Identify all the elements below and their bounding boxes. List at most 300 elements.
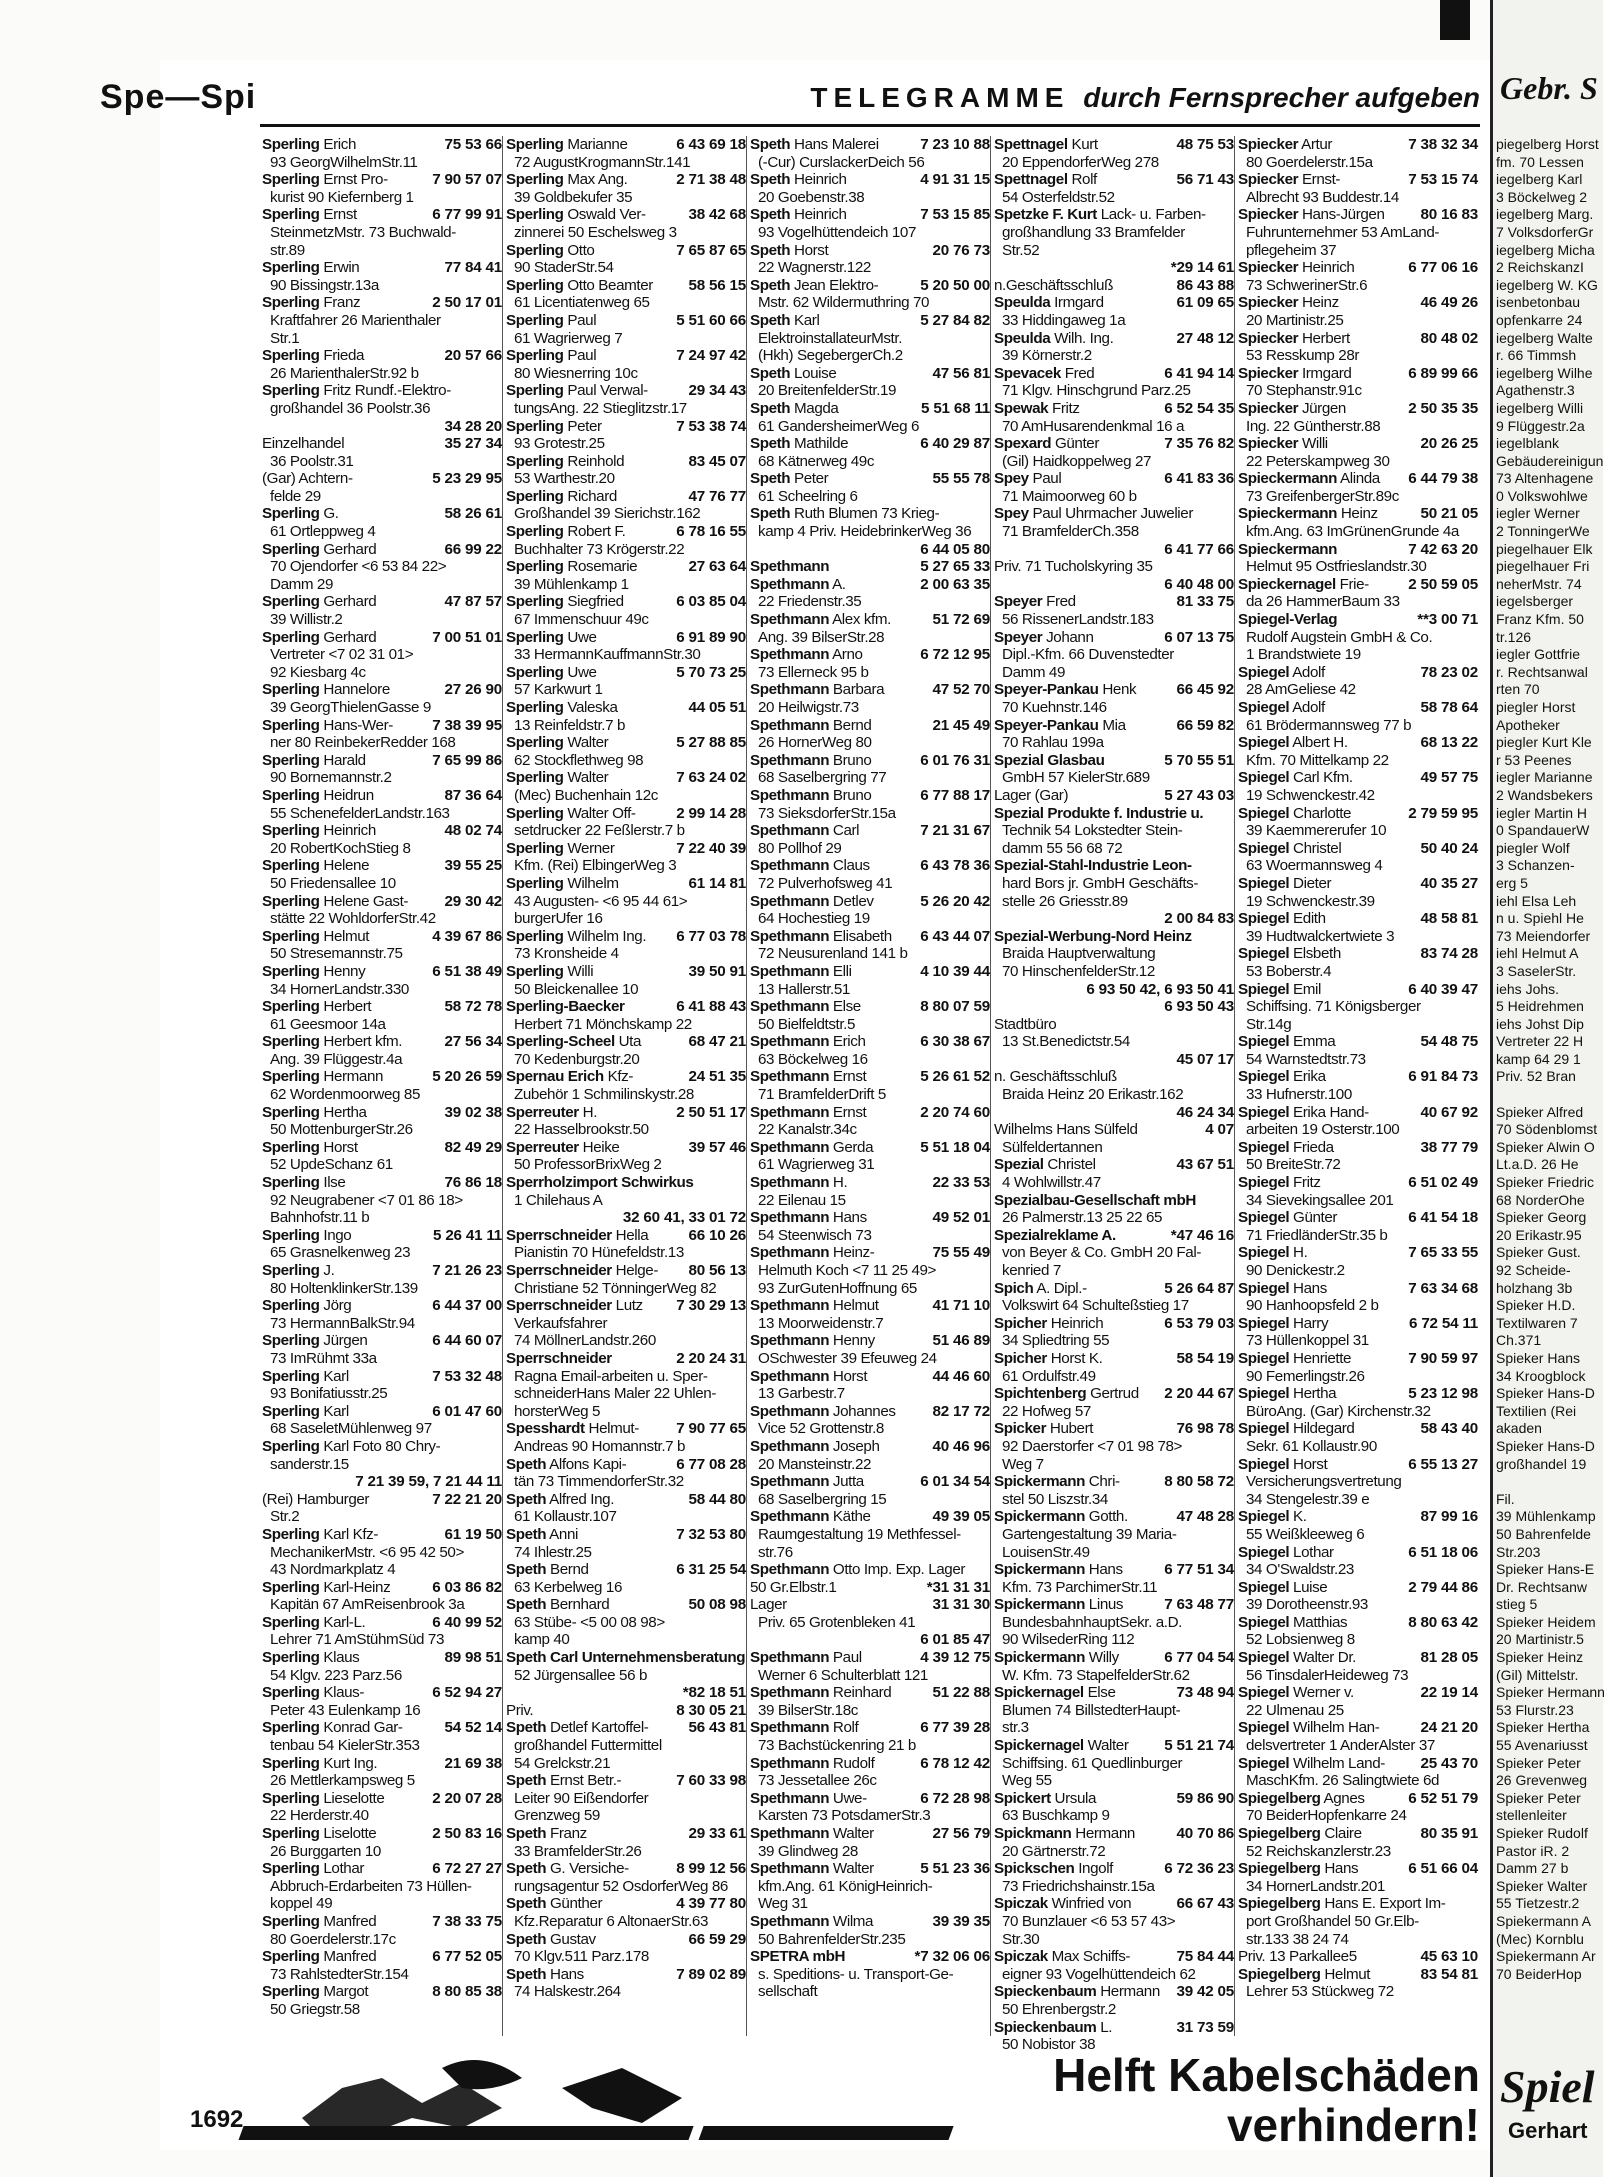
listing-name: Sperling Erich [262, 136, 356, 153]
listing-name: Spettnagel Kurt [994, 136, 1098, 153]
listing-entry [506, 998, 746, 1033]
listing-detail: 70 BeiderHopfenkarre 24 [1246, 1807, 1407, 1825]
listing-name: Spiegel Harry [1238, 1314, 1329, 1332]
listing-name: Spezial-Stahl-Industrie Leon- [994, 857, 1192, 875]
listing-name: Spieckermann Alinda [1238, 470, 1380, 488]
listing-entry [262, 1139, 502, 1174]
phone-number: 8 30 05 21 [676, 1701, 746, 1719]
next-page-line: Spiekermann Ar [1496, 1948, 1596, 1965]
listing-entry [750, 1332, 990, 1367]
listing-name: Sperling Ingo [262, 1226, 352, 1244]
listing-name: Spethmann Walter [750, 1825, 874, 1842]
listing-detail: Ragna Email-arbeiten u. Sper- [514, 1367, 708, 1385]
listing-detail: da 26 HammerBaum 33 [1246, 593, 1400, 611]
listing-entry [506, 805, 746, 840]
listing-detail: großhandel Futtermittel [514, 1737, 662, 1755]
phone-number: 24 21 20 [1420, 1719, 1478, 1737]
listing-entry [506, 629, 746, 664]
listing-detail: tän 73 TimmendorferStr.32 [514, 1473, 684, 1491]
listing-detail: Abbruch-Erdarbeiten 73 Hüllen- [270, 1877, 472, 1895]
listing-detail: 55 SchenefelderLandstr.163 [270, 804, 450, 822]
listing-detail: Ang. 39 BilserStr.28 [758, 628, 885, 646]
listing-name: Speth Alfred Ing. [506, 1490, 615, 1508]
listing-entry [994, 998, 1234, 1016]
listing-detail: 26 Burggarten 10 [270, 1842, 381, 1860]
listing-detail: Braida Hauptverwaltung [1002, 945, 1156, 963]
phone-number: 66 10 26 [688, 1226, 746, 1244]
phone-number: 6 40 99 52 [432, 1613, 502, 1631]
phone-number: 5 26 41 11 [433, 1226, 502, 1244]
listing-name: Spicker Hubert [994, 1420, 1094, 1438]
listing-entry [994, 681, 1234, 716]
phone-number: 6 77 04 54 [1164, 1649, 1234, 1667]
listing-detail: 1 Chilehaus A [514, 1191, 603, 1209]
phone-number: 27 26 90 [444, 681, 502, 699]
phone-number: 59 86 90 [1176, 1789, 1234, 1807]
listing-entry [1238, 1456, 1478, 1509]
listing-entry [994, 1508, 1234, 1561]
phone-number: 7 63 48 77 [1164, 1596, 1234, 1614]
listing-entry [750, 206, 990, 241]
phone-number: 6 53 79 03 [1164, 1314, 1234, 1332]
listing-entry [750, 963, 990, 998]
next-page-line: Spieker Peter [1496, 1789, 1581, 1806]
phone-number: 45 63 10 [1420, 1948, 1478, 1966]
phone-number: 6 72 12 95 [920, 646, 990, 664]
phone-number: 8 80 58 72 [1164, 1473, 1234, 1491]
listing-entry [1238, 1104, 1478, 1139]
listing-name: Sperling Paul [506, 347, 597, 365]
listing-detail: 70 HinschenfelderStr.12 [1002, 962, 1155, 980]
next-page-line: 26 Grevenweg [1496, 1772, 1588, 1789]
ad-slogan-line2: verhindern! [1226, 2099, 1480, 2151]
listing-name: Sperling Karl Foto 80 Chry- [262, 1437, 441, 1455]
listing-entry [994, 1948, 1234, 1983]
listing-entry [750, 277, 990, 312]
phone-number: 7 23 10 88 [920, 136, 990, 153]
phone-number: 50 21 05 [1420, 505, 1478, 523]
listing-entry [750, 1473, 990, 1508]
listing-detail: 63 Woermannsweg 4 [1246, 857, 1383, 875]
listing-detail: 72 Pulverhofsweg 41 [758, 874, 893, 892]
listing-detail: 73 Kronsheide 4 [514, 945, 619, 963]
listing-entry [750, 470, 990, 505]
listing-detail: 34 Stengelestr.39 e [1246, 1490, 1370, 1508]
listing-detail: str.133 38 24 74 [1246, 1930, 1349, 1948]
listing-detail: 4 Wohlwillstr.47 [1002, 1174, 1101, 1192]
listing-name: Spiegel Lothar [1238, 1543, 1334, 1561]
listing-detail: Kraftfahrer 26 Marienthaler [270, 311, 441, 329]
phone-number: 58 72 78 [444, 998, 502, 1016]
column-2 [506, 136, 747, 2036]
listing-detail: 90 Denickestr.2 [1246, 1262, 1345, 1279]
listing-detail: 39 Willistr.2 [270, 611, 343, 629]
listing-entry [1238, 470, 1478, 505]
listing-detail: 13 Moorweidenstr.7 [758, 1314, 884, 1332]
listing-detail: schneiderHans Maler 22 Uhlen- [514, 1385, 716, 1403]
phone-number: 58 54 19 [1176, 1349, 1234, 1367]
listing-name: Spetzke F. Kurt Lack- u. Farben- [994, 206, 1206, 224]
listing-name: Speth Hans Malerei [750, 136, 879, 153]
next-page-line: 73 Altenhagene [1496, 470, 1594, 487]
next-page-line: Spieker Friedric [1496, 1174, 1595, 1191]
phone-number: 82 49 29 [444, 1138, 502, 1156]
phone-number: 51 22 88 [932, 1684, 990, 1702]
listing-detail: 39 Glindweg 28 [758, 1842, 858, 1860]
listing-entry [262, 752, 502, 787]
listing-name: Speth Carl Unternehmensberatung [506, 1649, 746, 1667]
listing-detail: Pianistin 70 Hünefeldstr.13 [514, 1244, 684, 1262]
listing-entry [750, 893, 990, 928]
listing-entry [994, 470, 1234, 505]
phone-number: 20 26 25 [1420, 435, 1478, 453]
listing-detail: 43 Nordmarkplatz 4 [270, 1561, 396, 1579]
listing-detail: 22 Hofweg 57 [1002, 1402, 1091, 1420]
listing-entry [262, 629, 502, 682]
listing-name: Sperling J. [262, 1262, 335, 1279]
phone-number: 6 41 77 66 [1164, 540, 1234, 558]
ad-slogan-line1: Helft Kabelschäden [1053, 2049, 1480, 2101]
listing-name: Sperling Karl-L. [262, 1613, 366, 1631]
listing-detail: Str.1 [270, 329, 300, 347]
listing-entry [506, 277, 746, 312]
listing-entry [506, 1684, 746, 1702]
listing-detail: 39 Mühlenkamp 1 [514, 575, 629, 593]
listing-name: Speth Heinrich [750, 206, 847, 224]
listing-entry [750, 717, 990, 752]
listing-entry [994, 857, 1234, 910]
listing-detail: 13 Reinfeldstr.7 b [514, 716, 625, 734]
listing-name: Spiegel Günter [1238, 1209, 1338, 1227]
listing-detail: str.76 [758, 1543, 793, 1561]
listing-entry [750, 681, 990, 716]
listing-entry [994, 629, 1234, 682]
listing-entry [262, 857, 502, 892]
listing-detail: 39 Goldbekufer 35 [514, 188, 633, 206]
listing-entry [994, 558, 1234, 576]
next-page-line: 70 BeiderHop [1496, 1965, 1582, 1982]
phone-number: 75 53 66 [444, 136, 502, 153]
listing-name: Spiegel Matthias [1238, 1613, 1348, 1631]
listing-entry [1238, 365, 1478, 400]
phone-number: 6 30 38 67 [920, 1033, 990, 1051]
next-page-line: iegelberg Karl [1496, 171, 1583, 188]
listing-entry [994, 277, 1234, 295]
listing-entry [1238, 910, 1478, 945]
phone-number: 50 08 98 [688, 1596, 746, 1614]
listing-detail: 71 Maimoorweg 60 b [1002, 487, 1137, 505]
phone-number: 58 44 80 [688, 1490, 746, 1508]
phone-number: 47 76 77 [688, 487, 746, 505]
page-number: 1692 [190, 2106, 244, 2133]
phone-number: 6 89 99 66 [1408, 364, 1478, 382]
listing-name: Spethmann Käthe [750, 1508, 871, 1526]
listing-entry [262, 681, 502, 716]
listing-detail: großhandel 36 Poolstr.36 [270, 399, 431, 417]
listing-name: Spezial Produkte f. Industrie u. [994, 804, 1204, 822]
next-page-line: Franz Kfm. 50 [1496, 611, 1584, 628]
listing-detail: Grenzweg 59 [514, 1807, 600, 1825]
listing-entry [994, 330, 1234, 365]
listing-name: Spey Paul [994, 470, 1062, 488]
listing-name: Sperling Walter Off- [506, 804, 636, 822]
next-page-line [1496, 1086, 1600, 1104]
listing-entry [994, 1825, 1234, 1860]
next-page-line: 9 Flüggestr.2a [1496, 417, 1585, 434]
listing-name: Spiczak Max Schiffs- [994, 1948, 1131, 1966]
listing-entry [750, 1068, 990, 1103]
listing-detail: 73 GreifenbergerStr.89c [1246, 487, 1399, 505]
listing-detail: 90 StaderStr.54 [514, 259, 614, 277]
listing-entry [1238, 1280, 1478, 1315]
phone-number: 6 78 12 42 [920, 1754, 990, 1772]
next-page-line: piegler Horst [1496, 699, 1576, 715]
listing-detail: Bahnhofstr.11 b [270, 1209, 370, 1227]
phone-number: 25 43 70 [1420, 1754, 1478, 1772]
phone-number: 61 09 65 [1176, 294, 1234, 312]
phone-number: 56 71 43 [1176, 171, 1234, 189]
phone-number: 47 48 28 [1176, 1508, 1234, 1526]
listing-detail: MaschKfm. 26 Salingtwiete 6d [1246, 1772, 1440, 1790]
listing-name: Spiegel Adolf [1238, 699, 1325, 716]
phone-number: 7 90 59 97 [1408, 1349, 1478, 1367]
phone-number: 83 45 07 [688, 452, 746, 470]
listing-entry [262, 1332, 502, 1367]
phone-number: 87 36 64 [444, 786, 502, 804]
phone-number: 58 56 15 [688, 276, 746, 294]
phone-number: 80 48 02 [1420, 329, 1478, 347]
listing-entry [506, 593, 746, 628]
phone-number: 6 40 48 00 [1164, 575, 1234, 593]
listing-entry [994, 505, 1234, 540]
listing-name: Sperling Kurt Ing. [262, 1754, 378, 1772]
listing-detail: ElektroinstallateurMstr. [758, 329, 903, 347]
listing-detail: 50 Griegstr.58 [270, 2000, 360, 2018]
next-page-line: 5 Heidrehmen [1496, 998, 1584, 1015]
next-page-line: iegler Marianne [1496, 769, 1593, 786]
listing-detail: Damm 49 [1002, 663, 1066, 681]
phone-number: 31 31 30 [932, 1596, 990, 1614]
listing-entry [506, 1649, 746, 1684]
listing-name: Sperling Liselotte [262, 1825, 377, 1842]
phone-number: 76 86 18 [444, 1174, 502, 1192]
header-alpha-range: Spe—Spi [100, 78, 257, 116]
listing-name: Spiecker Willi [1238, 435, 1328, 453]
listing-detail: koppel 49 [270, 1895, 333, 1913]
listing-entry [1238, 1719, 1478, 1754]
listing-name: Speth Louise [750, 364, 837, 382]
listing-entry [750, 928, 990, 963]
listing-entry [506, 875, 746, 928]
listing-detail: 72 Neusurenland 141 b [758, 945, 908, 963]
listing-name: Stadtbüro [994, 1015, 1057, 1033]
listing-name: Spiecker Irmgard [1238, 364, 1352, 382]
next-page-line: Gebäudereinigun [1496, 452, 1604, 469]
listing-detail: 53 Resskump 28r [1246, 347, 1360, 365]
phone-number: 6 52 94 27 [432, 1684, 502, 1702]
listing-entry [1238, 611, 1478, 664]
listing-name: Spethmann Rolf [750, 1719, 859, 1737]
listing-detail: Technik 54 Lokstedter Stein- [1002, 822, 1183, 840]
listing-name: Sperling Lothar [262, 1860, 365, 1878]
next-page-line: Pastor iR. 2 [1496, 1842, 1570, 1859]
listing-detail: 26 Mettlerkampsweg 5 [270, 1772, 415, 1790]
listing-detail: damm 55 56 68 72 [1002, 839, 1123, 857]
listing-entry [262, 382, 502, 417]
phone-number: 21 45 49 [932, 716, 990, 734]
listing-entry [994, 1192, 1234, 1227]
listing-entry [1238, 259, 1478, 294]
listing-name: Spiegel Wilhelm Land- [1238, 1754, 1385, 1772]
listing-name: Spethmann Claus [750, 857, 870, 875]
listing-entry [262, 998, 502, 1033]
listing-detail: Ing. 22 Güntherstr.88 [1246, 417, 1381, 435]
listing-detail: rungsagentur 52 OsdorferWeg 86 [514, 1877, 728, 1895]
next-page-line: n u. Spiehl He [1496, 910, 1584, 927]
listing-entry [262, 893, 502, 928]
listing-detail: 26 MarienthalerStr.92 b [270, 364, 419, 382]
listing-name: Sperling Ernst [262, 206, 357, 224]
listing-detail: 22 Kanalstr.34c [758, 1121, 857, 1139]
phone-number: 2 20 24 31 [676, 1349, 746, 1367]
listing-name: Spichtenberg Gertrud [994, 1385, 1139, 1403]
listing-name: Sperling Harald [262, 751, 366, 769]
phone-number: 24 51 35 [688, 1068, 746, 1086]
listing-name: Sperling Fritz Rundf.-Elektro- [262, 382, 451, 400]
listing-name: Sperling Siegfried [506, 593, 624, 611]
listing-detail: BundesbahnhauptSekr. a.D. [1002, 1613, 1182, 1631]
listing-entry [1238, 1966, 1478, 2001]
phone-number: 5 26 20 42 [920, 892, 990, 910]
listing-detail: arbeiten 19 Osterstr.100 [1246, 1121, 1400, 1139]
phone-number: 6 77 99 91 [432, 206, 502, 224]
listing-entry [994, 400, 1234, 435]
listing-entry [750, 998, 990, 1033]
listing-detail: Kfm. 70 Mittelkamp 22 [1246, 751, 1389, 769]
phone-number: 87 99 16 [1420, 1508, 1478, 1526]
listing-detail: Str.52 [1002, 241, 1040, 259]
phone-number: 54 48 75 [1420, 1033, 1478, 1051]
phone-number: 6 44 05 80 [920, 540, 990, 558]
listing-entry [1238, 576, 1478, 611]
listing-name: Spickermann Chri- [994, 1473, 1120, 1491]
listing-detail: 39 Dorotheenstr.93 [1246, 1596, 1368, 1614]
listing-detail: Fuhrunternehmer 53 AmLand- [1246, 223, 1440, 241]
next-page-line: iehl Elsa Leh [1496, 892, 1577, 909]
listing-name: Spethmann Heinz- [750, 1244, 875, 1262]
listing-entry [262, 470, 502, 505]
phone-number: 7 90 77 65 [676, 1420, 746, 1438]
listing-detail: kenried 7 [1002, 1262, 1061, 1279]
listing-detail: kamp 4 Priv. HeidebrinkerWeg 36 [758, 523, 972, 541]
next-page-line: 3 SaselerStr. [1496, 962, 1577, 979]
listing-detail: 22 Ulmenau 25 [1246, 1701, 1344, 1719]
listing-name: Spewak Fritz [994, 399, 1080, 417]
listing-detail: 62 Wordenmoorweg 85 [270, 1086, 420, 1104]
listing-entry [262, 593, 502, 628]
listing-entry [1238, 1860, 1478, 1895]
phone-number: 47 56 81 [932, 364, 990, 382]
listing-detail: 61 Wagrierweg 7 [514, 329, 623, 347]
phone-number: 46 49 26 [1420, 294, 1478, 312]
listing-entry [994, 1420, 1234, 1473]
next-page-line: 53 Flurstr.23 [1496, 1701, 1574, 1718]
listing-entry [994, 1649, 1234, 1684]
phone-number: 44 05 51 [688, 699, 746, 716]
listing-detail: 50 Ehrenbergstr.2 [1002, 2000, 1116, 2018]
listing-detail: 64 Hochestieg 19 [758, 910, 870, 928]
next-page-line: 2 TonningerWe [1496, 523, 1590, 540]
phone-number: 5 20 26 59 [432, 1068, 502, 1086]
listing-entry [262, 1684, 502, 1719]
listing-detail: Sekr. 61 Kollaustr.90 [1246, 1437, 1377, 1455]
listing-name: Sperling Helene [262, 857, 370, 875]
listing-entry [994, 365, 1234, 400]
listing-name: Sperling Uwe [506, 663, 597, 681]
listing-name: Speth Franz [506, 1825, 587, 1842]
listing-detail: Sülfeldertannen [1002, 1138, 1103, 1156]
listing-entry [506, 734, 746, 769]
listing-detail: felde 29 [270, 487, 321, 505]
listing-detail: 50 Bleickenallee 10 [514, 980, 639, 998]
phone-number: 61 19 50 [444, 1525, 502, 1543]
listing-name: Spethmann Henny [750, 1332, 875, 1350]
phone-number: 40 67 92 [1420, 1103, 1478, 1121]
next-page-line: Textilien (Rei [1496, 1402, 1577, 1419]
next-page-line: Spieker Peter [1496, 1754, 1581, 1771]
listing-name: Spiegel-Verlag [1238, 611, 1338, 629]
next-page-line: Lt.a.D. 26 He [1496, 1156, 1579, 1173]
listing-detail: 62 Stockflethweg 98 [514, 751, 644, 769]
next-page-line: holzhang 3b [1496, 1279, 1573, 1296]
listing-entry [262, 1438, 502, 1473]
listing-entry [262, 1033, 502, 1068]
listing-name: Priv. [506, 1701, 534, 1719]
listing-detail: delsvertreter 1 AnderAlster 37 [1246, 1737, 1435, 1755]
listing-entry [506, 558, 746, 593]
listing-name: Spiczak Winfried von [994, 1895, 1132, 1913]
listing-name: Spethmann Helmut [750, 1297, 879, 1315]
listing-entry [750, 1174, 990, 1209]
listing-entry [750, 822, 990, 857]
listing-detail: 61 Brödermannsweg 77 b [1246, 716, 1412, 734]
listing-detail: 52 Reichskanzlerstr.23 [1246, 1842, 1391, 1860]
next-page-line: r. 66 Timmsh [1496, 347, 1577, 364]
listing-detail: Str.2 [270, 1508, 300, 1526]
phone-number: 32 60 41, 33 01 72 [622, 1209, 746, 1227]
listing-entry [750, 1649, 990, 1684]
next-page-line: iehs Johs. [1496, 980, 1560, 997]
phone-number: *47 46 16 [1170, 1226, 1234, 1244]
listing-entry [994, 717, 1234, 752]
listing-name: Spethmann Ernst [750, 1068, 867, 1086]
listing-detail: 71 BramfelderCh.358 [1002, 523, 1139, 541]
listing-name: Spezial-Werbung-Nord Heinz [994, 927, 1192, 945]
listing-detail: 70 Rahlau 199a [1002, 734, 1104, 752]
listing-entry [506, 1068, 746, 1103]
listing-entry [506, 928, 746, 963]
phone-number: 6 91 89 90 [676, 628, 746, 646]
phone-number: 7 22 21 20 [432, 1490, 502, 1508]
phone-number: 78 23 02 [1420, 663, 1478, 681]
phone-number: 5 27 43 03 [1164, 786, 1234, 804]
listing-name: Spethmann Erich [750, 1033, 866, 1051]
listing-detail: stel 50 Liszstr.34 [1002, 1490, 1108, 1508]
phone-number: 7 90 57 07 [432, 171, 502, 189]
phone-number: 6 03 86 82 [432, 1578, 502, 1596]
listing-entry [1238, 1350, 1478, 1385]
listing-detail: 90 WilsederRing 112 [1002, 1631, 1135, 1649]
